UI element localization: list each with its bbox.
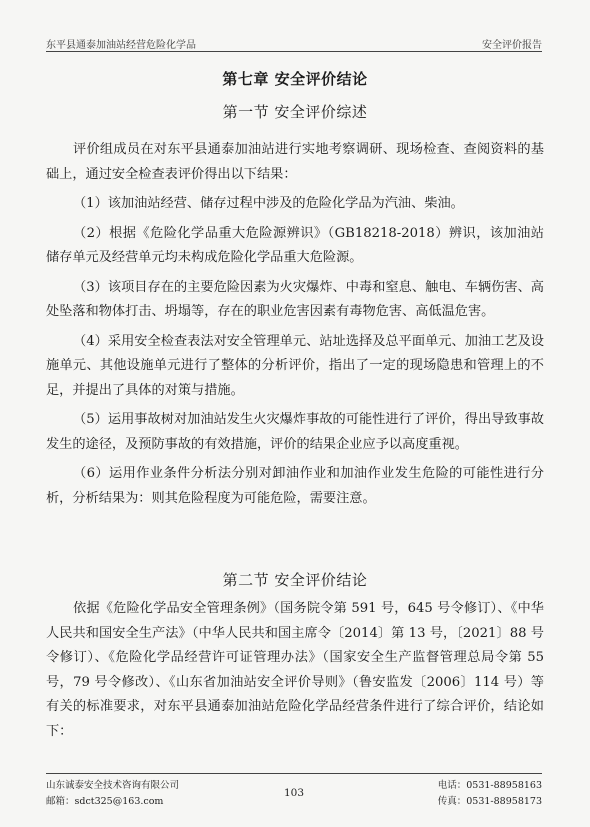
chapter-title: 第七章 安全评价结论 <box>222 70 368 88</box>
header-divider <box>46 51 542 52</box>
header-report-subject: 东平县通泰加油站经营危险化学品 <box>46 40 196 51</box>
section-1-body <box>46 138 544 516</box>
paragraph: （3）该项目存在的主要危险因素为火灾爆炸、中毒和窒息、触电、车辆伤害、高处坠落和物体打击、坍塌等，存在的职业危害因素有毒物危害、高低温危害。 <box>46 279 544 319</box>
footer-telephone: 电话：0531-88958163 <box>437 780 542 791</box>
section-1-title: 第一节 安全评价综述 <box>222 103 368 121</box>
section-2-body <box>46 597 544 749</box>
section-2-title: 第二节 安全评价结论 <box>222 571 368 589</box>
page-header <box>46 36 542 52</box>
page-number: 103 <box>283 787 305 799</box>
page-footer <box>46 777 542 813</box>
paragraph: （4）采用安全检查表法对安全管理单元、站址选择及总平面单元、加油工艺及设施单元、其他设施单元进行了整体的分析评价，指出了一定的现场隐患和管理上的不足，并提出了具体的对策与措施。 <box>46 333 544 398</box>
footer-company: 山东诚泰安全技术咨询有限公司 <box>46 780 180 791</box>
paragraph: 评价组成员在对东平县通泰加油站进行实地考察调研、现场检查、查阅资料的基础上，通过安全检查表评价得出以下结果： <box>46 142 544 182</box>
paragraph: （1）该加油站经营、储存过程中涉及的危险化学品为汽油、柴油。 <box>73 196 464 211</box>
paragraph: （5）运用事故树对加油站发生火灾爆炸事故的可能性进行了评价，得出导致事故发生的途径，及预防事故的有效措施，评价的结果企业应予以高度重视。 <box>46 412 544 452</box>
footer-fax: 传真：0531-88958173 <box>437 796 542 807</box>
footer-email: 邮箱：sdct325@163.com <box>46 796 164 807</box>
paragraph: 依据《危险化学品安全管理条例》（国务院令第 591 号，645 号令修订）、《中华人民共和国安全生产法》（中华人民共和国主席令〔2014〕第 13 号，〔2021〕88 号令修订）、《危险化学品经营许可证管理办法》（国家安全生产监督管理总局令第 55 号，79 号令修改）、《山东省加油站安全评价导则》（鲁安监发〔2006〕114 号）等有关的标准要求，对东平县通泰加油站危险化学品经营条件进行了综合评价，结论如下： <box>46 601 544 739</box>
header-report-type: 安全评价报告 <box>482 40 542 51</box>
footer-divider <box>46 773 542 774</box>
paragraph: （2）根据《危险化学品重大危险源辨识》（GB18218-2018）辨识，该加油站储存单元及经营单元均未构成危险化学品重大危险源。 <box>46 225 544 265</box>
paragraph: （6）运用作业条件分析法分别对卸油作业和加油作业发生危险的可能性进行分析，分析结果为：则其危险程度为可能危险，需要注意。 <box>46 466 544 506</box>
